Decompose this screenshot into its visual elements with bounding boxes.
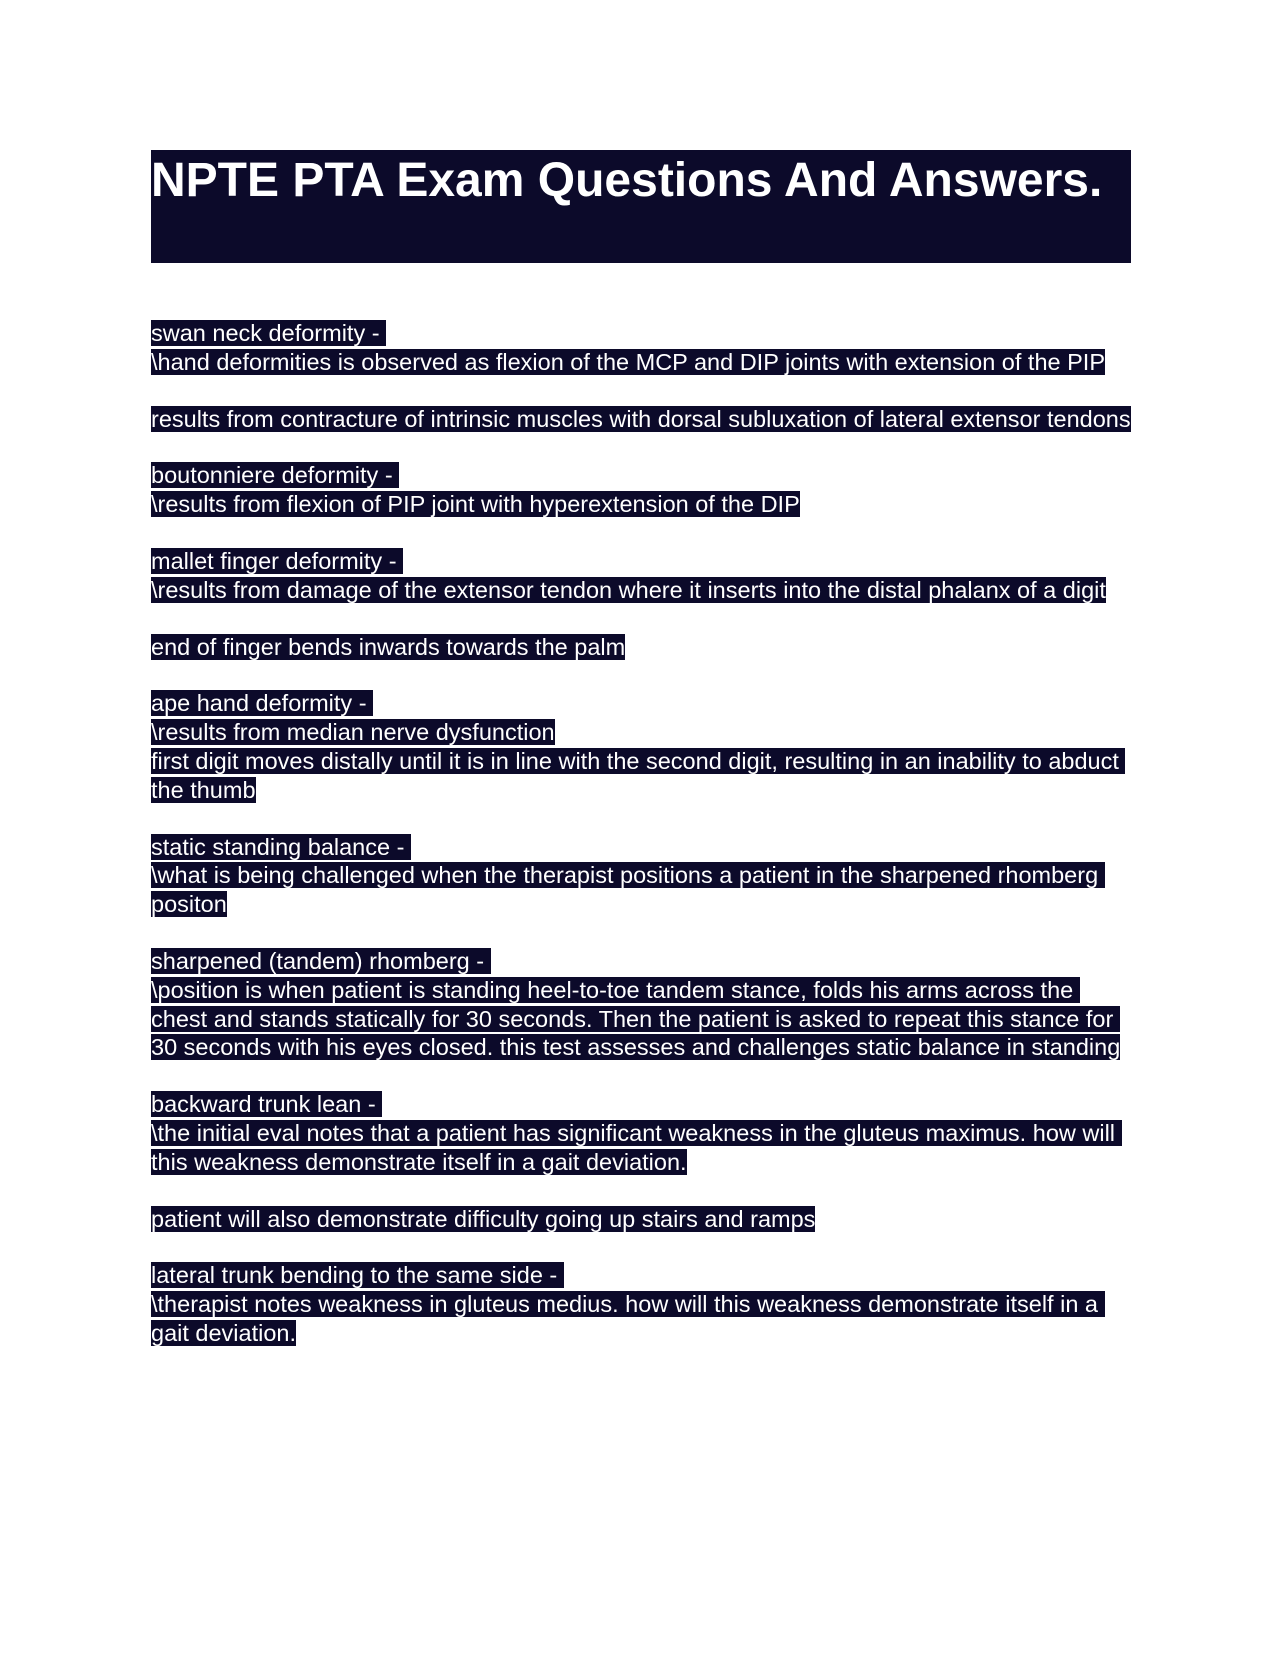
document-title: NPTE PTA Exam Questions And Answers.	[151, 150, 1131, 263]
entry-term	[151, 319, 1131, 348]
entry-text-line	[151, 747, 1131, 805]
highlighted-text: \what is being challenged when the therapist positions a patient in the sharpened rhomberg positon	[151, 862, 1105, 918]
entry-text-line	[151, 576, 1131, 605]
highlighted-text: sharpened (tandem) rhomberg -	[151, 947, 491, 974]
highlighted-text: mallet finger deformity -	[151, 547, 404, 574]
entry-term	[151, 633, 1131, 662]
qa-entry	[151, 405, 1131, 434]
entry-term	[151, 1261, 1131, 1290]
entry-term	[151, 1205, 1131, 1234]
entry-text-line	[151, 1119, 1131, 1177]
highlighted-text: \results from median nerve dysfunction	[151, 719, 555, 746]
entry-term	[151, 461, 1131, 490]
highlighted-text: \position is when patient is standing heel-to-toe tandem stance, folds his arms across the chest and stands statically for 30 seconds. Then the patient is asked to repeat this stance for 30 seconds with his eyes closed. this test assesses and challenges static balance in standing	[151, 976, 1121, 1061]
highlighted-text: boutonniere deformity -	[151, 462, 400, 489]
entry-text-line	[151, 490, 1131, 519]
highlighted-text: \results from damage of the extensor tendon where it inserts into the distal phalanx of a digit	[151, 576, 1106, 603]
qa-entry	[151, 1205, 1131, 1234]
highlighted-text: first digit moves distally until it is in line with the second digit, resulting in an inability to abduct the thumb	[151, 747, 1126, 803]
highlighted-text: \the initial eval notes that a patient has significant weakness in the gluteus maximus. how will this weakness demonstrate itself in a gait deviation.	[151, 1119, 1122, 1175]
qa-entry	[151, 833, 1131, 919]
highlighted-text: \therapist notes weakness in gluteus medius. how will this weakness demonstrate itself in a gait deviation.	[151, 1291, 1105, 1346]
entry-term	[151, 689, 1131, 718]
entry-text-line	[151, 348, 1131, 377]
entry-term	[151, 833, 1131, 862]
entry-text-line	[151, 718, 1131, 747]
entry-term	[151, 547, 1131, 576]
qa-entry	[151, 1090, 1131, 1176]
highlighted-text: \results from flexion of PIP joint with hyperextension of the DIP	[151, 491, 800, 518]
highlighted-text: results from contracture of intrinsic muscles with dorsal subluxation of lateral extensor tendons	[151, 405, 1131, 432]
qa-entry	[151, 547, 1131, 605]
highlighted-text: backward trunk lean -	[151, 1091, 383, 1118]
qa-entry	[151, 1261, 1131, 1347]
highlighted-text: \hand deformities is observed as flexion of the MCP and DIP joints with extension of the PIP	[151, 348, 1106, 375]
qa-entry	[151, 633, 1131, 662]
qa-entry	[151, 319, 1131, 377]
document-page	[151, 150, 1131, 1376]
highlighted-text: lateral trunk bending to the same side -	[151, 1262, 564, 1289]
entry-text-line	[151, 976, 1131, 1062]
highlighted-text: patient will also demonstrate difficulty going up stairs and ramps	[151, 1205, 816, 1232]
entry-text-line	[151, 1290, 1131, 1348]
highlighted-text: static standing balance -	[151, 833, 411, 860]
entry-term	[151, 405, 1131, 434]
highlighted-text: end of finger bends inwards towards the palm	[151, 633, 626, 660]
qa-entry	[151, 461, 1131, 519]
highlighted-text: ape hand deformity -	[151, 690, 374, 717]
highlighted-text: swan neck deformity -	[151, 320, 387, 346]
qa-entry	[151, 947, 1131, 1062]
qa-entries	[151, 319, 1131, 1348]
entry-term	[151, 947, 1131, 976]
qa-entry	[151, 689, 1131, 804]
entry-term	[151, 1090, 1131, 1119]
entry-text-line	[151, 861, 1131, 919]
